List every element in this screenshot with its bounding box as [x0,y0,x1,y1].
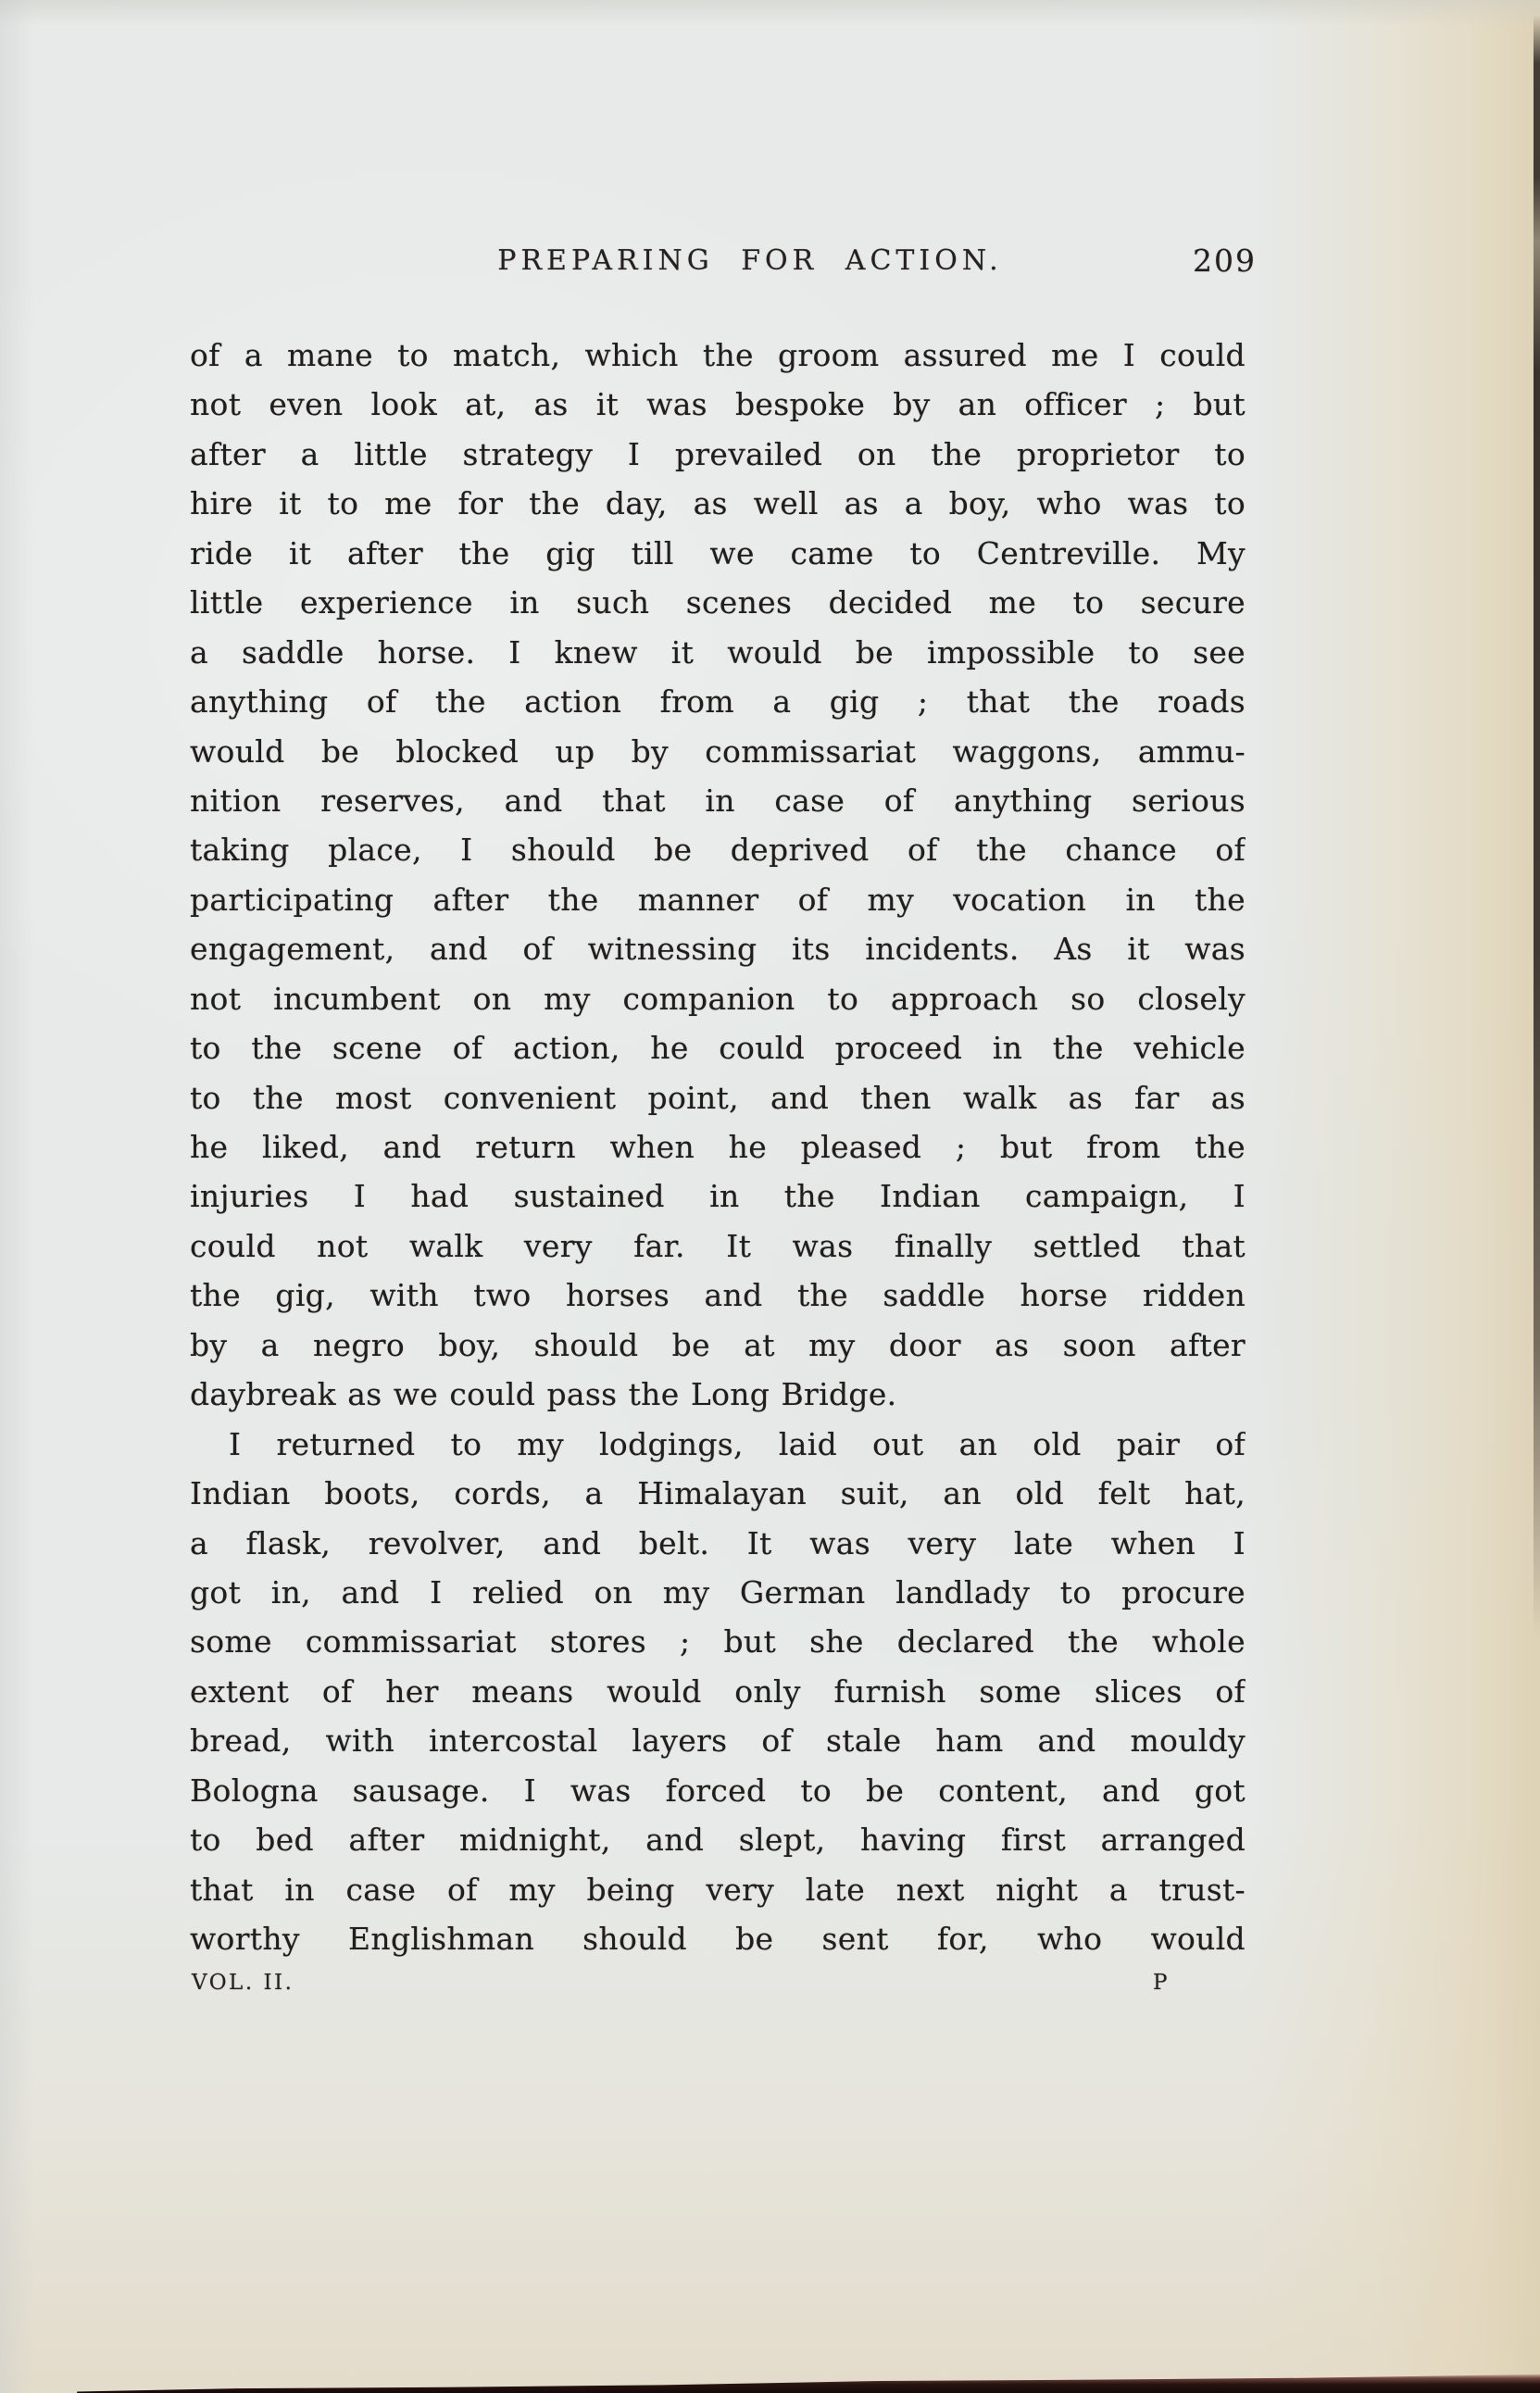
body-text [190,331,1246,1963]
page-header [190,239,1257,283]
text-line: Bologna sausage. I was forced to be content, and got [190,1772,1246,1809]
text-line: that in case of my being very late next night a trust- [190,1871,1246,1908]
signature-mark: P [1153,1971,1169,1995]
text-line: injuries I had sustained in the Indian campaign, I [190,1178,1246,1215]
text-line: Indian boots, cords, a Himalayan suit, an old felt hat, [190,1475,1246,1512]
text-line: the gig, with two horses and the saddle horse ridden [190,1277,1246,1314]
text-line: to the most convenient point, and then walk as far as [190,1079,1246,1116]
text-line: he liked, and return when he pleased ; but from the [190,1129,1246,1165]
text-line: a saddle horse. I knew it would be impossible to see [190,633,1246,670]
text-line: a flask, revolver, and belt. It was very late when I [190,1524,1246,1561]
text-line: bread, with intercostal layers of stale ham and mouldy [190,1723,1246,1760]
text-line: got in, and I relied on my German landlady to procure [190,1573,1246,1610]
text-line: participating after the manner of my vocation in the [190,881,1246,918]
text-line: taking place, I should be deprived of the chance of [190,832,1246,869]
text-line: some commissariat stores ; but she declared the whole [190,1623,1246,1660]
text-line: not incumbent on my companion to approach so closely [190,980,1246,1017]
page-footer [190,1967,1246,2004]
text-line: could not walk very far. It was finally settled that [190,1227,1246,1264]
text-line: after a little strategy I prevailed on the proprietor to [190,435,1246,472]
text-line: extent of her means would only furnish some slices of [190,1673,1246,1710]
text-line: hire it to me for the day, as well as a boy, who was to [190,485,1246,522]
text-line: worthy Englishman should be sent for, who would [190,1921,1246,1957]
text-line: to bed after midnight, and slept, having first arranged [190,1822,1246,1859]
text-line: ride it after the gig till we came to Centreville. My [190,534,1246,571]
text-line: engagement, and of witnessing its incidents. As it was [190,931,1246,968]
running-title: PREPARING FOR ACTION. [497,244,1003,277]
volume-label: VOL. II. [192,1971,294,1995]
book-cover-edge-right [1534,15,1540,1635]
text-line: anything of the action from a gig ; that the roads [190,683,1246,720]
page-number: 209 [1193,243,1257,279]
text-line: of a mane to match, which the groom assured me I could [190,337,1246,373]
text-line: not even look at, as it was bespoke by an officer ; but [190,386,1246,423]
text-line: nition reserves, and that in case of anything serious [190,782,1246,819]
text-line: by a negro boy, should be at my door as soon after [190,1326,1246,1363]
text-line-paragraph-end: daybreak as we could pass the Long Bridge. [190,1376,897,1413]
text-line: little experience in such scenes decided me to secure [190,584,1246,621]
text-line: to the scene of action, he could proceed in the vehicle [190,1030,1246,1067]
book-binding-edge-bottom [0,2371,1540,2393]
text-line-paragraph-start: I returned to my lodgings, laid out an old pair of [229,1425,1246,1462]
text-line: would be blocked up by commissariat waggons, ammu- [190,733,1246,770]
